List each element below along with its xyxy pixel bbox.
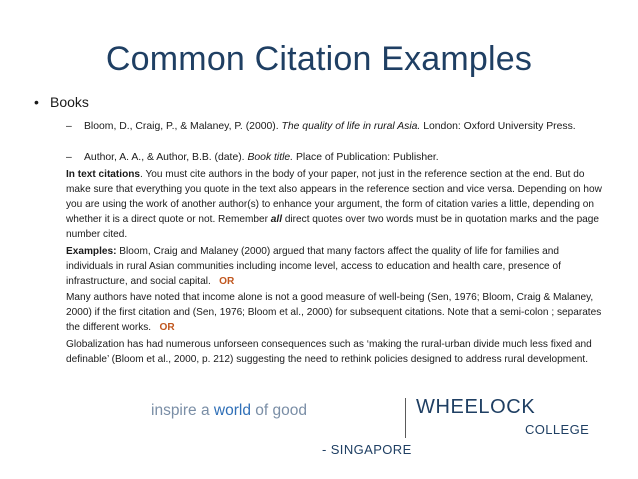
in-text-body: . You must cite authors in the body of your paper, not just in the reference section at the end. But do make sure that everything you quote in the text also appears in the reference section and vice versa. Depending on how you are using the work of another author(s) to enhance your argument, the form of citation varies a little, depending on whether it is a direct quote or not. Remember xyxy=(66,169,602,225)
citation-authors: Author, A. A., & Author, B.B. (date). xyxy=(84,152,248,163)
tagline-start: inspire a xyxy=(151,402,214,419)
logo-divider xyxy=(405,398,406,438)
in-text-label: In text citations xyxy=(66,169,141,180)
in-text-emphasis: all xyxy=(270,214,283,225)
multiple-works-paragraph xyxy=(66,290,604,335)
examples-body: Bloom, Craig and Malaney (2000) argued that many factors affect the quality of life for families and individuals in rural Asian communities including income level, access to education and health care, presence of infrastructure, and social capital. xyxy=(66,245,561,287)
citation-guidance xyxy=(66,167,604,368)
citation-publisher: London: Oxford University Press. xyxy=(420,121,576,132)
in-text-body-end: direct quotes over two words must be in quotation marks and the page number cited. xyxy=(66,214,600,240)
dash-marker: – xyxy=(66,152,72,163)
citation-title: The quality of life in rural Asia. xyxy=(281,121,421,132)
logo-subtitle: COLLEGE xyxy=(525,422,590,437)
examples-paragraph xyxy=(66,244,604,289)
dash-marker: – xyxy=(66,121,72,132)
or-label: OR xyxy=(219,275,235,287)
bullet-label: Books xyxy=(50,94,89,110)
citation-authors: Bloom, D., Craig, P., & Malaney, P. (2000). xyxy=(84,121,282,132)
multiple-works-body: Many authors have noted that income alone is not a good measure of well-being (Sen, 1976; Bloom, Craig & Malaney, 2000) if the first citation and (Sen, 1976; Bloom et al., 2000) for subsequent citations. Note that a semi-colon ; separates the different works. xyxy=(66,292,602,333)
citation-publisher: Place of Publication: Publisher. xyxy=(293,152,439,163)
tagline xyxy=(151,402,307,420)
quote-paragraph xyxy=(66,337,604,367)
citation-template xyxy=(66,151,600,166)
logo-wordmark: WHEELOCK xyxy=(416,396,536,418)
citation-text xyxy=(66,151,600,166)
slide-title: Common Citation Examples xyxy=(105,40,533,78)
examples-label: Examples: xyxy=(66,245,117,257)
or-label: OR xyxy=(159,322,175,333)
logo-location: - SINGAPORE xyxy=(322,442,412,457)
quote-body: Globalization has had numerous unforseen consequences such as ‘making the rural-urban divide much less fixed and definable’ (Bloom et al., 2000, p. 212) suggesting the need to rethink policies designed to address rural development. xyxy=(66,338,592,365)
tagline-accent: world xyxy=(213,402,251,419)
citation-example-1 xyxy=(66,120,600,135)
tagline-end: of good xyxy=(250,402,307,419)
bullet-books xyxy=(34,94,89,110)
citation-text xyxy=(66,120,600,135)
citation-title: Book title. xyxy=(247,152,294,163)
bullet-symbol: • xyxy=(34,94,39,110)
in-text-paragraph xyxy=(66,167,604,242)
